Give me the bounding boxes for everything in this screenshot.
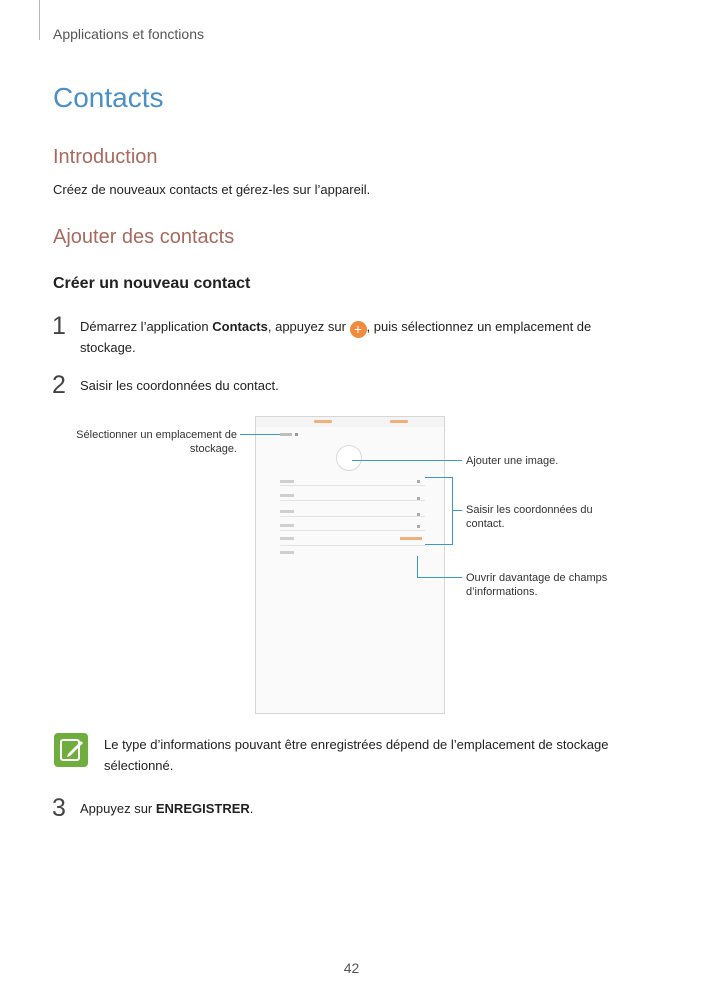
step-3-text-part: Appuyez sur	[80, 801, 156, 816]
save-button-label: ENREGISTRER	[155, 801, 250, 816]
phone-field-label	[280, 494, 294, 497]
phone-storage-arrow-icon	[295, 433, 298, 436]
phone-field-arrow-icon	[417, 497, 420, 500]
step-3-text-part: .	[249, 801, 254, 816]
create-contact-heading: Créer un nouveau contact	[53, 275, 251, 292]
storage-callout: Sélectionner un emplacement de stockage.	[76, 429, 237, 455]
phone-field-arrow-icon	[417, 480, 420, 483]
phone-field-label	[280, 510, 294, 513]
more-callout-line	[417, 556, 418, 578]
phone-field-arrow-icon	[417, 525, 420, 528]
page-number: 42	[343, 960, 360, 976]
phone-more-fields-link	[400, 537, 422, 540]
phone-field-label	[280, 480, 294, 483]
details-callout-line	[425, 477, 453, 478]
details-callout-line	[452, 510, 462, 511]
phone-field-label	[280, 537, 294, 540]
step-3-text	[80, 799, 640, 819]
add-contacts-heading: Ajouter des contacts	[53, 226, 235, 248]
phone-cancel-button	[314, 420, 332, 423]
introduction-heading: Introduction	[53, 146, 158, 168]
page-title: Contacts	[53, 82, 164, 113]
step-2-text: Saisir les coordonnées du contact.	[80, 378, 279, 393]
more-fields-callout: Ouvrir davantage de champs d’informations.	[466, 572, 608, 598]
phone-field-line	[280, 485, 425, 486]
phone-field-line	[280, 545, 425, 546]
step-2-number: 2	[52, 371, 66, 399]
introduction-text: Créez de nouveaux contacts et gérez-les sur l’appareil.	[53, 182, 371, 197]
step-1-number: 1	[52, 312, 66, 340]
details-callout-line	[452, 477, 453, 545]
phone-field-line	[280, 530, 425, 531]
note-text: Le type d’informations pouvant être enregistrées dépend de l’emplacement de stockage sélectionné.	[104, 737, 609, 773]
phone-field-line	[280, 516, 425, 517]
image-callout-line	[352, 460, 462, 461]
phone-avatar-placeholder	[336, 445, 362, 471]
header-rule	[39, 0, 40, 40]
image-callout: Ajouter une image.	[466, 455, 559, 467]
phone-field-label	[280, 551, 294, 554]
details-callout-line	[425, 544, 453, 545]
phone-save-button	[390, 420, 408, 423]
add-contact-plus-icon: +	[350, 321, 367, 338]
phone-top-bar	[256, 417, 444, 427]
section-title: Applications et fonctions	[53, 26, 204, 42]
contacts-app-label: Contacts	[212, 319, 268, 334]
note-pencil-icon	[54, 733, 88, 767]
note-pencil-icon-glyph	[54, 733, 88, 767]
step-1-text-part: , puis sélectionnez un emplacement de stockage.	[80, 319, 592, 355]
phone-field-arrow-icon	[417, 513, 420, 516]
step-1-text-part: Démarrez l’application	[80, 319, 213, 334]
details-callout: Saisir les coordonnées du contact.	[466, 504, 593, 530]
storage-callout-line	[240, 434, 280, 435]
step-1-text-part: , appuyez sur	[267, 319, 350, 334]
phone-storage-selector	[280, 433, 292, 436]
phone-field-label	[280, 524, 294, 527]
more-callout-line	[417, 577, 462, 578]
phone-field-line	[280, 500, 425, 501]
step-3-number: 3	[52, 794, 66, 822]
step-1-text	[80, 317, 640, 358]
